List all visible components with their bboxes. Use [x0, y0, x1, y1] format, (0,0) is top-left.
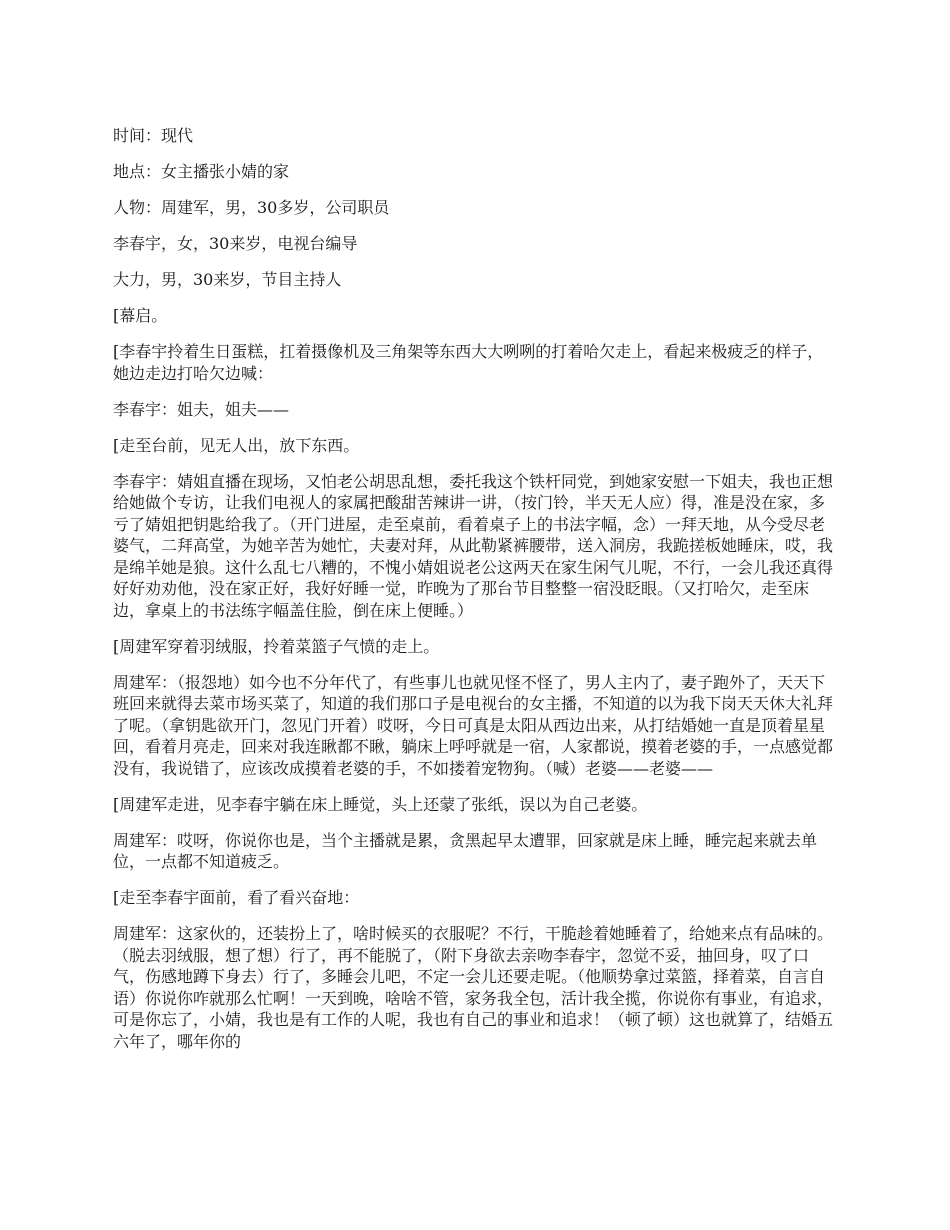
stage-direction: [周建军走进，见李春宇躺在床上睡觉，头上还蒙了张纸，误以为自己老婆。	[113, 794, 648, 814]
stage-direction: [走至李春宇面前，看了看兴奋地：	[113, 888, 360, 907]
stage-direction: [周建军穿着羽绒服，拎着菜篮子气愤的走上。	[113, 636, 440, 656]
stage-direction: [幕启。	[113, 306, 168, 325]
dialogue-line: 李春宇：婧姐直播在现场，又怕老公胡思乱想，委托我这个铁杆同党，到她家安慰一下姐夫，我也正想给她做个专访，让我们电视人的家属把酸甜苦辣讲一讲，（按门铃，半天无人应）得，准是没在家，多亏了婧姐把钥匙给我了。（开门进屋，走至桌前，看着桌子上的书法字幅，念）一拜天地，从今受尽老婆气，二拜高堂，为她辛苦为她忙，夫妻对拜，从此勒紧裤腰带，送入洞房，我跪搓板她睡床，哎，我是绵羊她是狼。这什么乱七八糟的，不愧小婧姐说老公这两天在家生闲气儿呢，不行，一会儿我还真得好好劝劝他，没在家正好，我好好睡一觉，昨晚为了那台节目整整一宿没眨眼。（又打哈欠，走至床边，拿桌上的书法练字幅盖住脸，倒在床上便睡。）	[113, 471, 834, 620]
document-page	[113, 125, 836, 1067]
character-dali: 大力，男，30来岁，节目主持人	[113, 270, 342, 289]
character-zhou: 人物：周建军，男，30多岁，公司职员	[113, 198, 390, 217]
dialogue-line: 周建军：（报怨地）如今也不分年代了，有些事儿也就见怪不怪了，男人主内了，妻子跑外了，天天下班回来就得去菜市场买菜了，知道的我们那口子是电视台的女主播，不知道的以为我下岗天天休大礼拜了呢。（拿钥匙欲开门，忽见门开着）哎呀，今日可真是太阳从西边出来，从打结婚她一直是顶着星星回，看着月亮走，回来对我连瞅都不瞅，躺床上呼呼就是一宿，人家都说，摸着老婆的手，一点感觉都没有，我说错了，应该改成摸着老婆的手，不如搂着宠物狗。（喊）老婆——老婆——	[113, 672, 834, 778]
stage-direction: [走至台前，见无人出，放下东西。	[113, 435, 360, 455]
dialogue-line: 李春宇：姐夫，姐夫——	[113, 399, 290, 419]
dialogue-line: 周建军：这家伙的，还装扮上了，啥时候买的衣服呢？不行，干脆趁着她睡着了，给她来点有品味的。（脱去羽绒服，想了想）行了，再不能脱了，（附下身欲去亲吻李春宇，忽觉不妥，抽回身，叹了口气，伤感地蹲下身去）行了，多睡会儿吧，不定一会儿还要走呢。（他顺势拿过菜篮，择着菜，自言自语）你说你咋就那么忙啊！一天到晚，啥啥不管，家务我全包，活计我全揽，你说你有事业，有追求，可是你忘了，小婧，我也是有工作的人呢，我也有自己的事业和追求！（顿了顿）这也就算了，结婚五六年了，哪年你的	[113, 924, 834, 1051]
place-line: 地点：女主播张小婧的家	[113, 162, 290, 181]
character-li: 李春宇，女，30来岁，电视台编导	[113, 234, 358, 253]
time-line: 时间：现代	[113, 126, 194, 145]
dialogue-line: 周建军：哎呀，你说你也是，当个主播就是累，贪黑起早太遭罪，回家就是床上睡，睡完起来就去单位，一点都不知道疲乏。	[113, 830, 818, 871]
stage-direction: [李春宇拎着生日蛋糕，扛着摄像机及三角架等东西大大咧咧的打着哈欠走上，看起来极疲乏的样子，她边走边打哈欠边喊：	[113, 342, 824, 383]
